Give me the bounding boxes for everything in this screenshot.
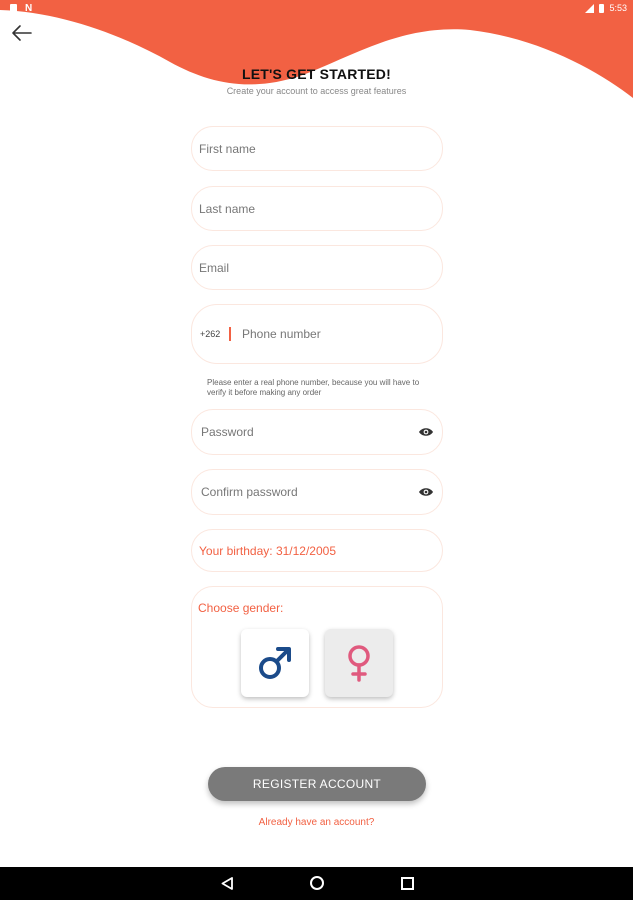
android-nav-bar: [0, 867, 633, 900]
login-link[interactable]: Already have an account?: [258, 817, 375, 828]
status-time: 5:53: [609, 3, 627, 13]
phone-field[interactable]: [191, 304, 443, 364]
birthday-text: Your birthday: 31/12/2005: [199, 543, 336, 558]
female-gender-button[interactable]: [325, 629, 393, 697]
n-logo-icon: N: [25, 3, 33, 14]
confirm-password-field[interactable]: [191, 469, 443, 515]
last-name-field[interactable]: [191, 186, 443, 231]
female-symbol-icon: [344, 643, 374, 683]
register-account-button[interactable]: REGISTER ACCOUNT: [208, 767, 426, 801]
signal-icon: [585, 4, 594, 13]
first-name-placeholder: First name: [199, 141, 256, 156]
password-placeholder: Password: [201, 425, 254, 439]
page-subtitle: Create your account to access great features: [226, 86, 407, 96]
country-code[interactable]: +262: [200, 329, 221, 339]
male-gender-button[interactable]: [241, 629, 309, 697]
last-name-placeholder: Last name: [199, 201, 256, 216]
show-confirm-password-eye-icon[interactable]: [418, 487, 434, 497]
first-name-field[interactable]: [191, 126, 443, 171]
confirm-password-placeholder: Confirm password: [201, 485, 298, 499]
birthday-field[interactable]: [191, 529, 443, 572]
phone-note: Please enter a real phone number, because you will have to verify it before making any order: [207, 378, 420, 397]
sim-card-icon: [10, 4, 17, 13]
show-password-eye-icon[interactable]: [418, 427, 434, 437]
nav-back-icon[interactable]: [221, 877, 233, 890]
country-code-divider: [229, 327, 231, 341]
gender-selector: [191, 586, 443, 708]
password-field[interactable]: [191, 409, 443, 455]
battery-icon: [599, 4, 604, 13]
nav-home-icon[interactable]: [310, 876, 324, 890]
nav-recents-icon[interactable]: [401, 877, 414, 890]
status-bar: [0, 0, 633, 18]
back-arrow-icon[interactable]: [10, 22, 34, 44]
email-placeholder: Email: [199, 260, 230, 275]
gender-label: Choose gender:: [198, 601, 284, 615]
phone-placeholder: Phone number: [242, 327, 321, 341]
page-title: LET'S GET STARTED!: [241, 66, 391, 82]
male-symbol-icon: [256, 644, 294, 682]
email-field[interactable]: [191, 245, 443, 290]
